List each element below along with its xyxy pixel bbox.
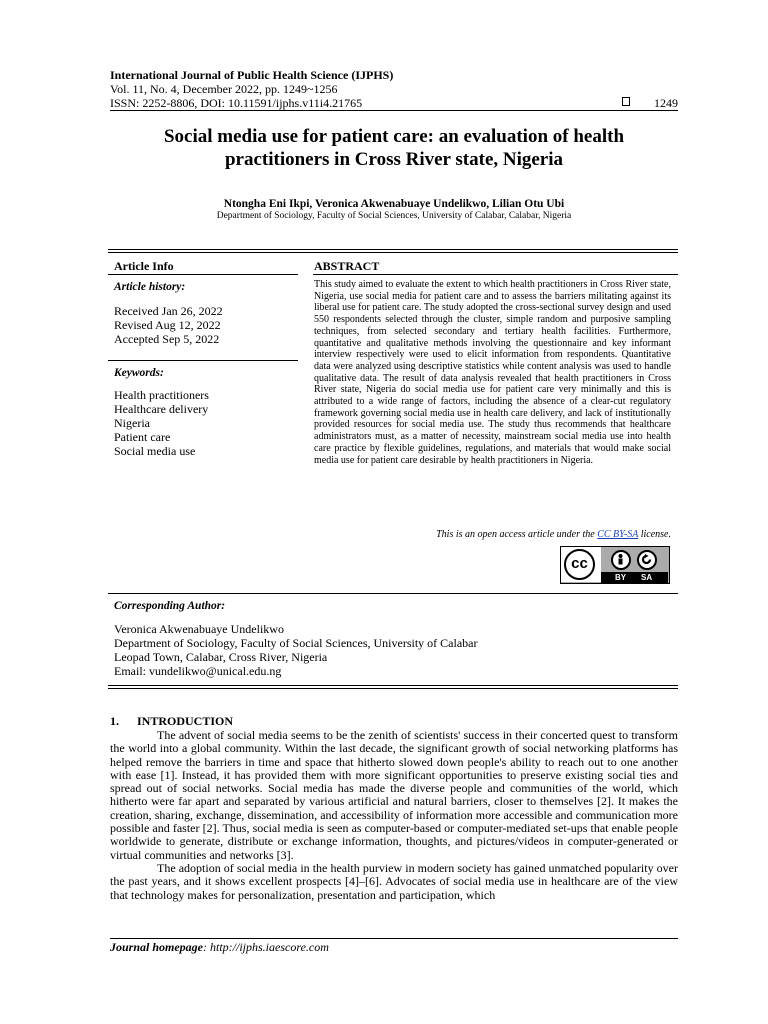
section-number: 1. bbox=[110, 714, 119, 728]
revised-date: Revised Aug 12, 2022 bbox=[114, 318, 221, 332]
cc-by-sa-badge[interactable] bbox=[560, 546, 670, 584]
keyword-item: Patient care bbox=[114, 430, 171, 444]
keyword-item: Social media use bbox=[114, 444, 196, 458]
homepage-label: Journal homepage bbox=[110, 940, 204, 954]
by-label: BY bbox=[615, 573, 627, 582]
divider bbox=[108, 274, 298, 275]
person-icon bbox=[613, 552, 628, 567]
article-history-heading: Article history: bbox=[114, 281, 186, 293]
paper-title: Social media use for patient care: an evaluation of health practitioners in Cross River state, Nigeria bbox=[163, 126, 625, 170]
share-alike-icon bbox=[637, 550, 657, 570]
abstract-text: This study aimed to evaluate the extent to which health practitioners in Cross River state, Nigeria, use social media for patient care and to assess the barriers militating against its liberal use for patient care. The study adopted the cross-sectional survey design and used 550 respondents selected through the cluster, simple random and purposive sampling techniques, from selected secondary and tertiary health facilities. Furthermore, quantitative and qualitative methods involving the questionnaire and key informant interview respectively were used to elicit information from respondents. Quantitative data were analyzed using descriptive statistics while content analysis was used to handle qualitative data. The result of data analysis revealed that health practitioners in Cross River state, Nigeria do social media use for patient care very minimally and this is attributed to a wide range of factors, including the absence of a clear-cut regulatory framework governing social media use in health care delivery, and lack of institutionally provided resources for social media use. The study thus recommends that healthcare administrators must, as a matter of necessity, mainstream social media use into health care practice by flexible guidelines, regulations, and materials that would make social media use for patient care desirable by health practitioners in Nigeria. bbox=[314, 279, 671, 466]
affiliation: Department of Sociology, Faculty of Social Sciences, University of Calabar, Calabar, Nigeria bbox=[216, 211, 572, 221]
page-number: 1249 bbox=[654, 96, 678, 110]
journal-homepage bbox=[110, 940, 329, 955]
author-address: Leopad Town, Calabar, Cross River, Nigeria bbox=[114, 650, 328, 664]
journal-name: International Journal of Public Health Science (IJPHS) bbox=[110, 68, 394, 82]
paragraph: The adoption of social media in the health purview in modern society has gained unmatched popularity over the past years, and it shows excellent prospects [4]–[6]. Advocates of social media use in healthcare are of the view that technology makes for personalization, presentation and participation, which bbox=[110, 860, 678, 902]
divider bbox=[108, 249, 678, 250]
homepage-url[interactable]: : http://ijphs.iaescore.com bbox=[203, 940, 329, 954]
author-list: Ntongha Eni Ikpi, Veronica Akwenabuaye Undelikwo, Lilian Otu Ubi bbox=[223, 198, 565, 210]
volume-info: Vol. 11, No. 4, December 2022, pp. 1249~1256 bbox=[110, 82, 338, 96]
received-date: Received Jan 26, 2022 bbox=[114, 304, 223, 318]
footer-rule bbox=[110, 938, 678, 939]
divider bbox=[108, 360, 298, 361]
corresponding-author-block bbox=[114, 622, 477, 678]
author-name: Veronica Akwenabuaye Undelikwo bbox=[114, 622, 284, 636]
corresponding-author-heading: Corresponding Author: bbox=[114, 600, 226, 612]
keyword-item: Nigeria bbox=[114, 416, 150, 430]
keyword-item: Health practitioners bbox=[114, 388, 209, 402]
open-access-prefix: This is an open access article under the bbox=[436, 529, 598, 540]
cc-icon bbox=[564, 549, 595, 580]
divider bbox=[108, 252, 678, 253]
keywords-heading: Keywords: bbox=[114, 367, 164, 379]
section-heading bbox=[110, 714, 233, 729]
open-access-suffix: license. bbox=[638, 529, 671, 540]
author-email: Email: vundelikwo@unical.edu.ng bbox=[114, 664, 282, 678]
square-icon bbox=[622, 97, 630, 106]
keyword-item: Healthcare delivery bbox=[114, 402, 209, 416]
attribution-icon bbox=[611, 550, 631, 570]
author-department: Department of Sociology, Faculty of Social Sciences, University of Calabar bbox=[114, 636, 478, 650]
section-title: INTRODUCTION bbox=[137, 714, 234, 728]
introduction-body bbox=[110, 729, 678, 902]
issn-doi: ISSN: 2252-8806, DOI: 10.11591/ijphs.v11i4.21765 bbox=[110, 96, 363, 110]
divider bbox=[108, 688, 678, 689]
divider bbox=[108, 593, 678, 594]
cc-text: cc bbox=[571, 555, 588, 572]
cc-label-band bbox=[601, 572, 668, 583]
divider bbox=[313, 274, 678, 275]
sa-label: SA bbox=[641, 573, 653, 582]
share-alike-arrow-icon bbox=[639, 552, 654, 567]
license-link[interactable]: CC BY-SA bbox=[597, 529, 639, 540]
paragraph: The advent of social media seems to be the zenith of scientists' success in their concerted quest to transform the world into a global community. Within the last decade, the significant growth of social networking platforms has helped remove the barriers in time and space that hitherto slowed down people's ability to reach out to one another with ease [1]. Instead, it has provided them with more significant opportunities to preserve existing social ties and spread out of social networks. Social media has made the diverse people and communities of the world, which hitherto were far apart and separated by various artificial and natural barriers, closer to themselves [2]. It makes the creation, sharing, exchange, dissemination, and accessibility of information more accessible and communication more possible and faster [2]. Thus, social media is seen as computer-based or computer-mediated set-ups that enable people worldwide to generate, distribute or exchange information, thoughts, and pictures/videos in computer-generated or virtual communities and networks [3]. bbox=[110, 728, 678, 862]
divider bbox=[108, 685, 678, 686]
open-access-note bbox=[314, 529, 671, 540]
header-rule bbox=[110, 110, 678, 111]
accepted-date: Accepted Sep 5, 2022 bbox=[114, 332, 220, 346]
article-info-heading: Article Info bbox=[114, 259, 174, 273]
abstract-heading: ABSTRACT bbox=[314, 259, 380, 273]
